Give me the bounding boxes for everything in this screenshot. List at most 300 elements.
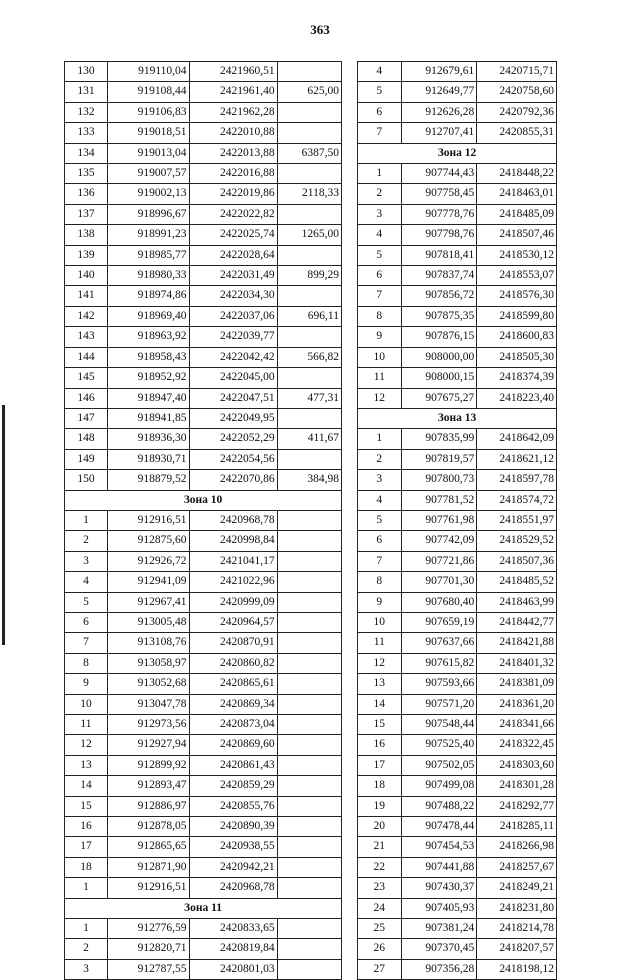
- y-coordinate: 2422031,49: [189, 266, 277, 286]
- table-row: [358, 123, 557, 143]
- y-coordinate: 2421962,28: [189, 102, 277, 122]
- table-row: [358, 449, 557, 469]
- x-coordinate: 907758,45: [401, 184, 477, 204]
- point-number: 134: [65, 143, 108, 163]
- table-row: [65, 62, 342, 82]
- distance-value: [277, 878, 341, 898]
- y-coordinate: 2418249,21: [477, 878, 557, 898]
- y-coordinate: 2418198,12: [477, 959, 557, 979]
- y-coordinate: 2420861,43: [189, 755, 277, 775]
- x-coordinate: 912707,41: [401, 123, 477, 143]
- y-coordinate: 2422047,51: [189, 388, 277, 408]
- distance-value: [277, 857, 341, 877]
- x-coordinate: 907370,45: [401, 939, 477, 959]
- y-coordinate: 2420869,60: [189, 735, 277, 755]
- x-coordinate: 907502,05: [401, 755, 477, 775]
- distance-value: [277, 449, 341, 469]
- y-coordinate: 2422052,29: [189, 429, 277, 449]
- x-coordinate: 919002,13: [107, 184, 189, 204]
- y-coordinate: 2422045,00: [189, 368, 277, 388]
- point-number: 6: [65, 612, 108, 632]
- distance-value: [277, 694, 341, 714]
- distance-value: [277, 286, 341, 306]
- y-coordinate: 2422049,95: [189, 408, 277, 428]
- table-row: [65, 388, 342, 408]
- x-coordinate: 918930,71: [107, 449, 189, 469]
- x-coordinate: 913058,97: [107, 653, 189, 673]
- point-number: 5: [358, 245, 402, 265]
- x-coordinate: 918936,30: [107, 429, 189, 449]
- y-coordinate: 2420964,57: [189, 612, 277, 632]
- table-row: [65, 123, 342, 143]
- point-number: 132: [65, 102, 108, 122]
- y-coordinate: 2420968,78: [189, 510, 277, 530]
- point-number: 4: [65, 572, 108, 592]
- margin-bar: [2, 405, 5, 645]
- point-number: 2: [65, 531, 108, 551]
- distance-value: [277, 653, 341, 673]
- point-number: 2: [358, 184, 402, 204]
- y-coordinate: 2418507,36: [477, 551, 557, 571]
- distance-value: [277, 837, 341, 857]
- table-row: [358, 715, 557, 735]
- table-row: [358, 62, 557, 82]
- zone-title: Зона 11: [65, 898, 342, 918]
- x-coordinate: 907488,22: [401, 796, 477, 816]
- table-row: [358, 551, 557, 571]
- x-coordinate: 912886,97: [107, 796, 189, 816]
- y-coordinate: 2420873,04: [189, 715, 277, 735]
- distance-value: [277, 939, 341, 959]
- x-coordinate: 907615,82: [401, 653, 477, 673]
- point-number: 11: [65, 715, 108, 735]
- x-coordinate: 912871,90: [107, 857, 189, 877]
- y-coordinate: 2420890,39: [189, 817, 277, 837]
- x-coordinate: 918958,43: [107, 347, 189, 367]
- y-coordinate: 2420819,84: [189, 939, 277, 959]
- x-coordinate: 908000,15: [401, 368, 477, 388]
- x-coordinate: 919106,83: [107, 102, 189, 122]
- y-coordinate: 2418442,77: [477, 612, 557, 632]
- point-number: 19: [358, 796, 402, 816]
- table-row: [358, 959, 557, 979]
- x-coordinate: 919108,44: [107, 82, 189, 102]
- table-row: [358, 327, 557, 347]
- y-coordinate: 2422054,56: [189, 449, 277, 469]
- y-coordinate: 2422037,06: [189, 306, 277, 326]
- point-number: 2: [65, 939, 108, 959]
- point-number: 130: [65, 62, 108, 82]
- distance-value: [277, 102, 341, 122]
- y-coordinate: 2418303,60: [477, 755, 557, 775]
- distance-value: [277, 674, 341, 694]
- table-row: [65, 776, 342, 796]
- y-coordinate: 2418257,67: [477, 857, 557, 877]
- point-number: 10: [65, 694, 108, 714]
- point-number: 133: [65, 123, 108, 143]
- point-number: 17: [358, 755, 402, 775]
- y-coordinate: 2418401,32: [477, 653, 557, 673]
- x-coordinate: 918941,85: [107, 408, 189, 428]
- point-number: 16: [65, 817, 108, 837]
- point-number: 1: [65, 919, 108, 939]
- point-number: 141: [65, 286, 108, 306]
- y-coordinate: 2420792,36: [477, 102, 557, 122]
- table-row: [358, 878, 557, 898]
- x-coordinate: 919007,57: [107, 164, 189, 184]
- table-row: [358, 919, 557, 939]
- table-row: [65, 572, 342, 592]
- x-coordinate: 907856,72: [401, 286, 477, 306]
- point-number: 8: [358, 306, 402, 326]
- x-coordinate: 918985,77: [107, 245, 189, 265]
- x-coordinate: 907778,76: [401, 204, 477, 224]
- y-coordinate: 2420855,76: [189, 796, 277, 816]
- table-row: [65, 164, 342, 184]
- x-coordinate: 907798,76: [401, 225, 477, 245]
- point-number: 13: [358, 674, 402, 694]
- distance-value: 696,11: [277, 306, 341, 326]
- distance-value: 2118,33: [277, 184, 341, 204]
- x-coordinate: 913047,78: [107, 694, 189, 714]
- zone-header-row: [65, 898, 342, 918]
- point-number: 149: [65, 449, 108, 469]
- x-coordinate: 907818,41: [401, 245, 477, 265]
- table-row: [358, 429, 557, 449]
- distance-value: [277, 164, 341, 184]
- y-coordinate: 2418381,09: [477, 674, 557, 694]
- distance-value: [277, 592, 341, 612]
- y-coordinate: 2422010,88: [189, 123, 277, 143]
- x-coordinate: 907876,15: [401, 327, 477, 347]
- x-coordinate: 918996,67: [107, 204, 189, 224]
- table-row: [65, 429, 342, 449]
- point-number: 11: [358, 368, 402, 388]
- table-row: [358, 510, 557, 530]
- table-row: [65, 266, 342, 286]
- table-row: [65, 817, 342, 837]
- point-number: 10: [358, 347, 402, 367]
- y-coordinate: 2418292,77: [477, 796, 557, 816]
- y-coordinate: 2420998,84: [189, 531, 277, 551]
- table-row: [358, 612, 557, 632]
- point-number: 20: [358, 817, 402, 837]
- x-coordinate: 907721,86: [401, 551, 477, 571]
- x-coordinate: 919018,51: [107, 123, 189, 143]
- x-coordinate: 907800,73: [401, 470, 477, 490]
- y-coordinate: 2422042,42: [189, 347, 277, 367]
- table-row: [65, 674, 342, 694]
- table-row: [358, 633, 557, 653]
- distance-value: 1265,00: [277, 225, 341, 245]
- distance-value: [277, 204, 341, 224]
- point-number: 9: [65, 674, 108, 694]
- x-coordinate: 907761,98: [401, 510, 477, 530]
- point-number: 24: [358, 898, 402, 918]
- point-number: 7: [358, 123, 402, 143]
- y-coordinate: 2420869,34: [189, 694, 277, 714]
- point-number: 7: [358, 551, 402, 571]
- x-coordinate: 907701,30: [401, 572, 477, 592]
- x-coordinate: 907430,37: [401, 878, 477, 898]
- distance-value: [277, 551, 341, 571]
- table-row: [65, 368, 342, 388]
- y-coordinate: 2420942,21: [189, 857, 277, 877]
- y-coordinate: 2418266,98: [477, 837, 557, 857]
- y-coordinate: 2418485,52: [477, 572, 557, 592]
- point-number: 4: [358, 490, 402, 510]
- point-number: 146: [65, 388, 108, 408]
- table-row: [358, 755, 557, 775]
- distance-value: [277, 959, 341, 979]
- point-number: 8: [358, 572, 402, 592]
- y-coordinate: 2422025,74: [189, 225, 277, 245]
- table-row: [358, 694, 557, 714]
- point-number: 137: [65, 204, 108, 224]
- point-number: 12: [65, 735, 108, 755]
- distance-value: [277, 755, 341, 775]
- y-coordinate: 2418600,83: [477, 327, 557, 347]
- distance-value: [277, 531, 341, 551]
- point-number: 10: [358, 612, 402, 632]
- x-coordinate: 907356,28: [401, 959, 477, 979]
- y-coordinate: 2422028,64: [189, 245, 277, 265]
- x-coordinate: 907837,74: [401, 266, 477, 286]
- table-row: [65, 225, 342, 245]
- table-row: [65, 592, 342, 612]
- point-number: 15: [358, 715, 402, 735]
- page-number: 363: [310, 22, 330, 37]
- x-coordinate: 907478,44: [401, 817, 477, 837]
- table-row: [65, 143, 342, 163]
- table-row: [65, 531, 342, 551]
- x-coordinate: 912927,94: [107, 735, 189, 755]
- distance-value: 411,67: [277, 429, 341, 449]
- table-row: [65, 286, 342, 306]
- point-number: 2: [358, 449, 402, 469]
- x-coordinate: 907525,40: [401, 735, 477, 755]
- table-row: [358, 388, 557, 408]
- table-row: [358, 245, 557, 265]
- distance-value: 625,00: [277, 82, 341, 102]
- x-coordinate: 919013,04: [107, 143, 189, 163]
- table-row: [65, 715, 342, 735]
- y-coordinate: 2418463,99: [477, 592, 557, 612]
- x-coordinate: 907454,53: [401, 837, 477, 857]
- y-coordinate: 2418463,01: [477, 184, 557, 204]
- table-row: [65, 102, 342, 122]
- x-coordinate: 907875,35: [401, 306, 477, 326]
- y-coordinate: 2420865,61: [189, 674, 277, 694]
- x-coordinate: 912679,61: [401, 62, 477, 82]
- distance-value: [277, 572, 341, 592]
- y-coordinate: 2418505,30: [477, 347, 557, 367]
- point-number: 6: [358, 531, 402, 551]
- x-coordinate: 907637,66: [401, 633, 477, 653]
- distance-value: [277, 919, 341, 939]
- table-row: [358, 939, 557, 959]
- x-coordinate: 912967,41: [107, 592, 189, 612]
- y-coordinate: 2422019,86: [189, 184, 277, 204]
- table-row: [65, 735, 342, 755]
- table-row: [65, 755, 342, 775]
- table-row: [358, 674, 557, 694]
- y-coordinate: 2418207,57: [477, 939, 557, 959]
- x-coordinate: 918947,40: [107, 388, 189, 408]
- distance-value: 384,98: [277, 470, 341, 490]
- x-coordinate: 907742,09: [401, 531, 477, 551]
- table-row: [358, 857, 557, 877]
- point-number: 25: [358, 919, 402, 939]
- point-number: 136: [65, 184, 108, 204]
- point-number: 11: [358, 633, 402, 653]
- y-coordinate: 2421022,96: [189, 572, 277, 592]
- point-number: 15: [65, 796, 108, 816]
- x-coordinate: 912626,28: [401, 102, 477, 122]
- table-row: [65, 837, 342, 857]
- y-coordinate: 2420870,91: [189, 633, 277, 653]
- table-row: [358, 164, 557, 184]
- x-coordinate: 913005,48: [107, 612, 189, 632]
- x-coordinate: 907593,66: [401, 674, 477, 694]
- table-row: [358, 653, 557, 673]
- coordinates-table-right: [357, 61, 557, 980]
- table-row: [358, 837, 557, 857]
- table-row: [65, 878, 342, 898]
- table-row: [358, 82, 557, 102]
- point-number: 6: [358, 266, 402, 286]
- x-coordinate: 907781,52: [401, 490, 477, 510]
- table-row: [358, 531, 557, 551]
- y-coordinate: 2420758,60: [477, 82, 557, 102]
- zone-header-row: [358, 143, 557, 163]
- x-coordinate: 912820,71: [107, 939, 189, 959]
- table-row: [65, 408, 342, 428]
- point-number: 26: [358, 939, 402, 959]
- point-number: 145: [65, 368, 108, 388]
- point-number: 8: [65, 653, 108, 673]
- table-row: [65, 653, 342, 673]
- point-number: 18: [358, 776, 402, 796]
- distance-value: [277, 62, 341, 82]
- table-row: [65, 306, 342, 326]
- point-number: 18: [65, 857, 108, 877]
- x-coordinate: 919110,04: [107, 62, 189, 82]
- x-coordinate: 907744,43: [401, 164, 477, 184]
- y-coordinate: 2420855,31: [477, 123, 557, 143]
- y-coordinate: 2418551,97: [477, 510, 557, 530]
- distance-value: [277, 735, 341, 755]
- distance-value: [277, 715, 341, 735]
- table-row: [358, 266, 557, 286]
- table-row: [358, 572, 557, 592]
- x-coordinate: 912776,59: [107, 919, 189, 939]
- point-number: 23: [358, 878, 402, 898]
- zone-title: Зона 13: [358, 408, 557, 428]
- distance-value: [277, 612, 341, 632]
- x-coordinate: 912916,51: [107, 878, 189, 898]
- table-row: [358, 470, 557, 490]
- x-coordinate: 907819,57: [401, 449, 477, 469]
- y-coordinate: 2422039,77: [189, 327, 277, 347]
- table-row: [65, 633, 342, 653]
- table-row: [358, 102, 557, 122]
- zone-header-row: [65, 490, 342, 510]
- y-coordinate: 2421960,51: [189, 62, 277, 82]
- x-coordinate: 907675,27: [401, 388, 477, 408]
- point-number: 1: [65, 878, 108, 898]
- point-number: 9: [358, 592, 402, 612]
- x-coordinate: 907680,40: [401, 592, 477, 612]
- point-number: 13: [65, 755, 108, 775]
- x-coordinate: 912875,60: [107, 531, 189, 551]
- point-number: 4: [358, 62, 402, 82]
- point-number: 7: [358, 286, 402, 306]
- y-coordinate: 2418341,66: [477, 715, 557, 735]
- point-number: 1: [65, 510, 108, 530]
- y-coordinate: 2420860,82: [189, 653, 277, 673]
- y-coordinate: 2422070,86: [189, 470, 277, 490]
- x-coordinate: 912973,56: [107, 715, 189, 735]
- x-coordinate: 912926,72: [107, 551, 189, 571]
- point-number: 7: [65, 633, 108, 653]
- x-coordinate: 912787,55: [107, 959, 189, 979]
- point-number: 12: [358, 653, 402, 673]
- point-number: 148: [65, 429, 108, 449]
- zone-title: Зона 10: [65, 490, 342, 510]
- point-number: 6: [358, 102, 402, 122]
- distance-value: [277, 408, 341, 428]
- distance-value: 899,29: [277, 266, 341, 286]
- coordinates-table-left: [64, 61, 342, 980]
- x-coordinate: 907499,08: [401, 776, 477, 796]
- distance-value: [277, 368, 341, 388]
- table-row: [358, 796, 557, 816]
- y-coordinate: 2418574,72: [477, 490, 557, 510]
- y-coordinate: 2418485,09: [477, 204, 557, 224]
- y-coordinate: 2418231,80: [477, 898, 557, 918]
- table-row: [65, 551, 342, 571]
- y-coordinate: 2422013,88: [189, 143, 277, 163]
- table-row: [358, 225, 557, 245]
- y-coordinate: 2418448,22: [477, 164, 557, 184]
- table-row: [358, 776, 557, 796]
- table-row: [358, 490, 557, 510]
- table-row: [65, 694, 342, 714]
- table-row: [65, 796, 342, 816]
- x-coordinate: 907381,24: [401, 919, 477, 939]
- distance-value: [277, 817, 341, 837]
- point-number: 5: [65, 592, 108, 612]
- point-number: 135: [65, 164, 108, 184]
- x-coordinate: 913052,68: [107, 674, 189, 694]
- x-coordinate: 912649,77: [401, 82, 477, 102]
- x-coordinate: 908000,00: [401, 347, 477, 367]
- x-coordinate: 907548,44: [401, 715, 477, 735]
- table-row: [65, 939, 342, 959]
- y-coordinate: 2422022,82: [189, 204, 277, 224]
- x-coordinate: 918974,86: [107, 286, 189, 306]
- y-coordinate: 2418621,12: [477, 449, 557, 469]
- y-coordinate: 2418214,78: [477, 919, 557, 939]
- y-coordinate: 2418507,46: [477, 225, 557, 245]
- point-number: 3: [358, 204, 402, 224]
- x-coordinate: 912899,92: [107, 755, 189, 775]
- table-row: [65, 82, 342, 102]
- distance-value: [277, 327, 341, 347]
- x-coordinate: 912893,47: [107, 776, 189, 796]
- point-number: 5: [358, 82, 402, 102]
